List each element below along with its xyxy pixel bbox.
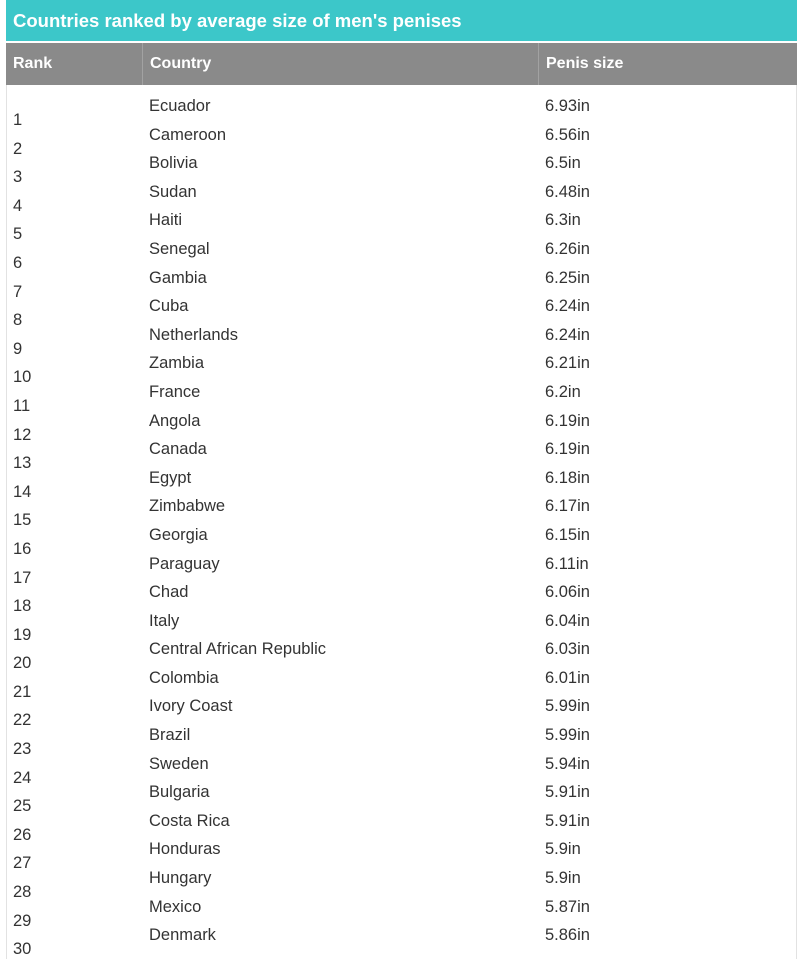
rank-cell: 29 [13,911,32,930]
country-cell: Zambia [149,354,205,373]
rank-cell: 30 [13,940,32,959]
size-cell: 6.18in [545,468,590,487]
country-cell: Central African Republic [149,640,327,659]
rank-cell: 1 [13,111,23,129]
rank-cell: 4 [13,196,23,215]
size-cell: 6.3in [545,211,581,230]
country-cell: Zimbabwe [149,497,226,516]
header-penis-size: Penis size [538,43,797,85]
country-cell: Angola [149,411,201,430]
size-cell: 6.26in [545,239,590,258]
rank-cell: 7 [13,282,23,301]
table-title: Countries ranked by average size of men's penises [6,0,797,41]
rank-cell: 28 [13,883,32,902]
ranking-table [6,0,797,959]
size-cell: 6.25in [545,268,590,287]
rank-cell: 12 [13,425,32,444]
size-cell: 6.21in [545,354,590,373]
rank-cell: 23 [13,740,32,759]
rank-cell: 21 [13,682,32,701]
country-column [149,92,326,950]
size-cell: 5.94in [545,754,590,773]
rank-cell: 17 [13,568,32,587]
size-cell: 6.04in [545,611,590,630]
country-cell: Sudan [149,182,197,201]
size-cell: 5.9in [545,840,581,859]
country-cell: Costa Rica [149,811,230,830]
country-cell: France [149,382,201,401]
rank-cell: 26 [13,825,32,844]
country-cell: Georgia [149,525,208,544]
country-cell: Italy [149,611,180,630]
table-body [6,85,797,959]
country-cell: Mexico [149,897,202,916]
country-cell: Bolivia [149,154,198,173]
size-cell: 5.91in [545,811,590,830]
size-cell: 6.93in [545,97,590,115]
country-cell: Honduras [149,840,221,859]
rank-cell: 8 [13,311,23,330]
size-cell: 6.48in [545,182,590,201]
size-cell: 6.06in [545,583,590,602]
size-cell: 5.86in [545,926,590,945]
rank-cell: 27 [13,854,32,873]
country-cell: Denmark [149,926,216,945]
country-cell: Senegal [149,239,210,258]
header-country: Country [142,43,538,85]
country-cell: Ivory Coast [149,697,233,716]
size-column [545,92,590,950]
country-cell: Brazil [149,726,191,745]
size-cell: 6.2in [545,382,581,401]
size-cell: 6.01in [545,668,590,687]
table-header-row [6,43,797,85]
rank-cell: 3 [13,168,23,187]
country-cell: Hungary [149,869,212,888]
country-cell: Cuba [149,297,189,316]
size-cell: 6.5in [545,154,581,173]
country-cell: Canada [149,440,207,459]
rank-cell: 24 [13,768,32,787]
rank-cell: 6 [13,253,23,272]
rank-cell: 10 [13,368,32,387]
size-cell: 6.24in [545,297,590,316]
size-cell: 6.19in [545,411,590,430]
rank-cell: 2 [13,139,23,158]
size-cell: 5.87in [545,897,590,916]
country-cell: Bulgaria [149,783,210,802]
rank-cell: 16 [13,539,32,558]
rank-cell: 18 [13,597,32,616]
country-cell: Cameroon [149,125,227,144]
country-cell: Netherlands [149,325,238,344]
rank-cell: 20 [13,654,32,673]
size-cell: 5.9in [545,869,581,888]
rank-cell: 25 [13,797,32,816]
size-cell: 6.15in [545,525,590,544]
country-cell: Egypt [149,468,192,487]
rank-cell: 14 [13,482,32,501]
country-cell: Ecuador [149,97,211,115]
country-cell: Paraguay [149,554,220,573]
size-cell: 5.99in [545,726,590,745]
country-cell: Chad [149,583,189,602]
rank-cell: 5 [13,225,23,244]
country-cell: Sweden [149,754,209,773]
rank-cell: 9 [13,339,23,358]
size-cell: 6.19in [545,440,590,459]
rank-cell: 11 [13,396,31,415]
size-cell: 6.17in [545,497,590,516]
rank-cell: 15 [13,511,32,530]
size-cell: 5.99in [545,697,590,716]
size-cell: 6.56in [545,125,590,144]
rank-cell: 19 [13,625,32,644]
size-cell: 6.11in [545,554,589,573]
rank-column [13,106,31,964]
country-cell: Gambia [149,268,207,287]
size-cell: 6.24in [545,325,590,344]
country-cell: Colombia [149,668,219,687]
rank-cell: 22 [13,711,32,730]
country-cell: Haiti [149,211,183,230]
size-cell: 5.91in [545,783,590,802]
header-rank: Rank [13,55,53,72]
rank-cell: 13 [13,454,32,473]
size-cell: 6.03in [545,640,590,659]
